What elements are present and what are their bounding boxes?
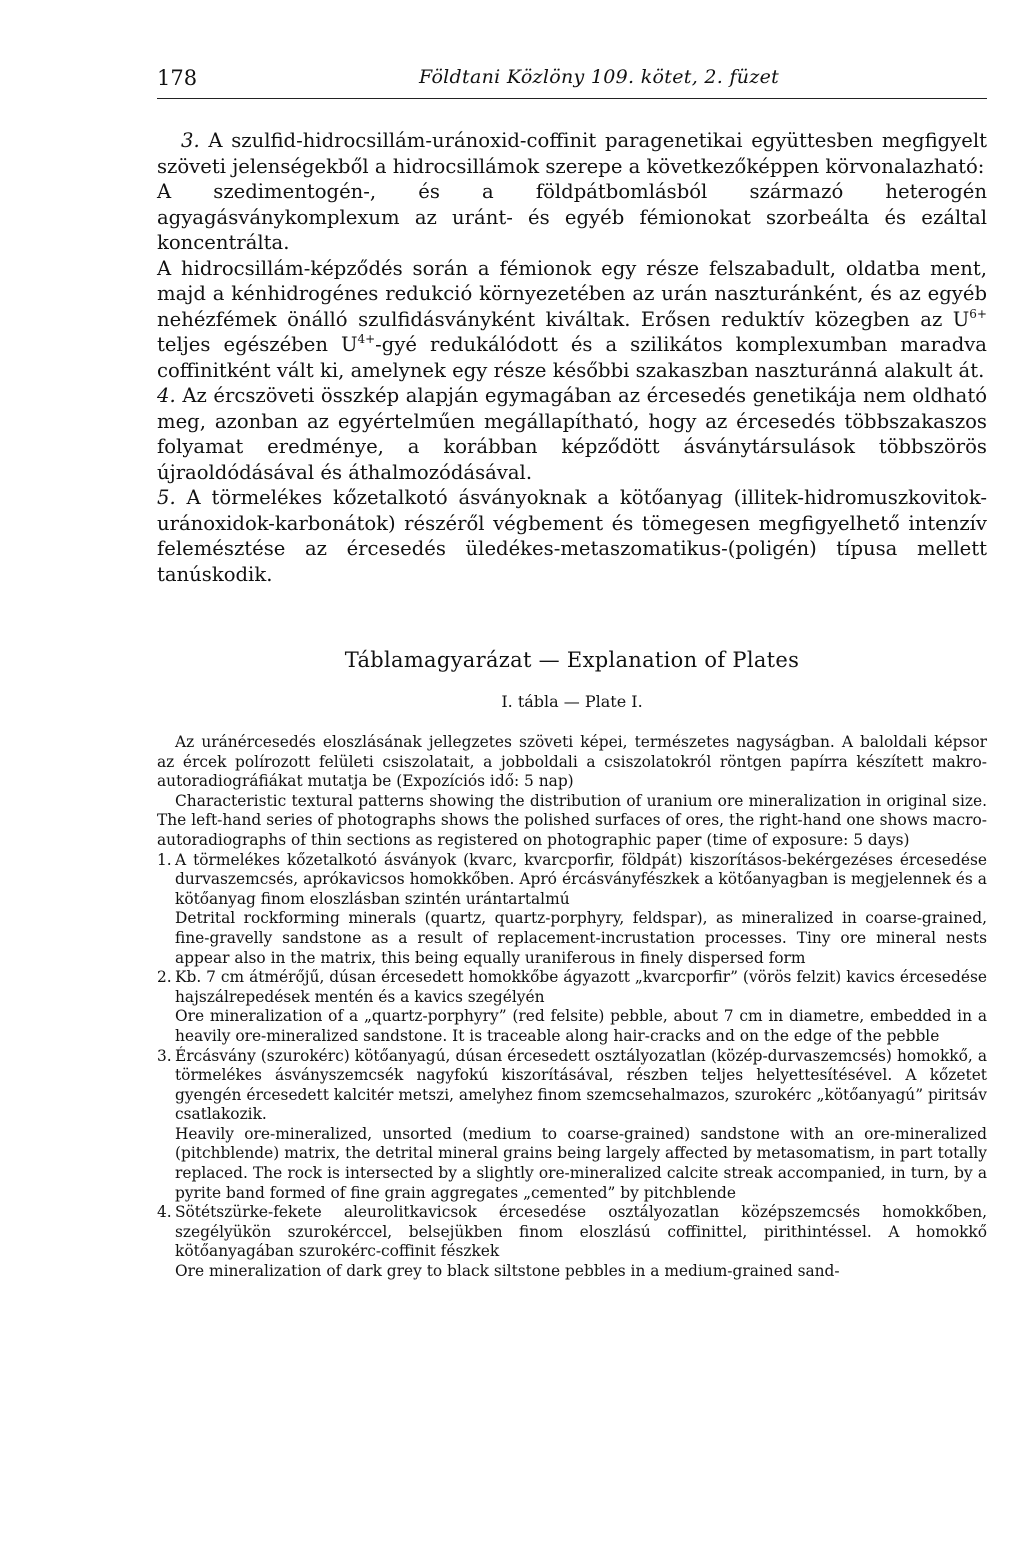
item-number: 5. bbox=[157, 486, 176, 509]
item-number: 4. bbox=[157, 384, 176, 407]
caption-en: Ore mineralization of a „quartz-porphyry” (red felsite) pebble, about 7 cm in diametre, embedded in a heavily ore-mineralized sandstone. It is traceable along hair-cracks and on the edge of the pebble bbox=[175, 1007, 987, 1045]
section-title: Táblamagyarázat — Explanation of Plates bbox=[344, 648, 800, 672]
main-body bbox=[157, 128, 987, 587]
caption-intro-hu: Az uránércesedés eloszlásának jellegzetes szöveti képei, természetes nagyságban. A baloldali képsor az ércek polírozott felületi csiszolatait, a jobboldali a csiszolatokról röntgen papírra készített makro-autoradiográfiákat mutatja be (Expozíciós idő: 5 nap) bbox=[157, 733, 987, 791]
caption-item bbox=[157, 1203, 987, 1281]
header-rule bbox=[157, 98, 987, 99]
item-number: 1. bbox=[157, 850, 172, 869]
caption-hu: Ércásvány (szurokérc) kötőanyagú, dúsan ércesedett osztályozatlan (közép-durvaszemcsés) homokkő, a törmelékes ásványszemcsék nagyfokú kiszorításával, részben teljes helyettesítésével. A kőzetet gyengén ércesedett kalcitér metszi, amelyhez finom szemcsehalmazos, szurokérc „kötőanyagú” piritsáv csatlakozik. bbox=[175, 1046, 987, 1124]
caption-item bbox=[157, 851, 987, 969]
caption-en: Ore mineralization of dark grey to black siltstone pebbles in a medium-grained sand- bbox=[175, 1262, 840, 1281]
caption-hu: A törmelékes kőzetalkotó ásványok (kvarc, kvarcporfir, földpát) kiszorításos-bekérgezéses ércesedése durvaszemcsés, aprókavicsos homokkőben. Apró ércásványfészkek a kötőanyagban is megjelennek és a kötőanyag finom eloszlásban szintén urántartalmú bbox=[175, 850, 987, 908]
paragraph-4 bbox=[157, 383, 987, 485]
item-number: 3. bbox=[181, 129, 200, 152]
caption-item bbox=[157, 1047, 987, 1204]
caption-en: Detrital rockforming minerals (quartz, quartz-porphyry, feldspar), as mineralized in coarse-grained, fine-gravelly sandstone as a result of replacement-incrustation processes. Tiny ore mineral nests appear also in the matrix, this being equally uraniferous in finely dispersed form bbox=[175, 909, 987, 967]
superscript: 6+ bbox=[969, 306, 987, 321]
page-number: 178 bbox=[157, 66, 198, 90]
running-header bbox=[157, 66, 987, 98]
paragraph-3b bbox=[157, 256, 987, 384]
paragraph-text: teljes egészében U bbox=[157, 333, 358, 356]
paragraph-text: Az ércszöveti összkép alapján egymagában az ércesedés genetikája nem oldható meg, azonban az egyértelműen megállapítható, hogy az ércesedés többszakaszos folyamat eredménye, a korábban képződött ásványtársulások többszörös újraoldódásával és áthalmozódásával. bbox=[157, 384, 987, 484]
paragraph-text: A hidrocsillám-képződés során a fémionok egy része felszabadult, oldatba ment, majd a kénhidrogénes redukció környezetében az urán naszturánként, és az egyéb nehézfémek önálló szulfidásványként kiváltak. Erősen reduktív közegben az U bbox=[157, 256, 987, 331]
item-number: 3. bbox=[157, 1046, 172, 1065]
paragraph-text: -gyé redukálódott és a szilikátos komplexumban maradva coffinitként vált ki, amelynek egy része későbbi szakaszban naszturánná alakult át. bbox=[157, 333, 987, 382]
superscript: 4+ bbox=[357, 332, 376, 346]
paragraph-3a: A szedimentogén-, és a földpátbomlásból származó heterogén agyagásványkomplexum az uránt- és egyéb fémionokat szorbeálta és ezáltal koncentrálta. bbox=[157, 180, 987, 254]
paragraph-5 bbox=[157, 485, 987, 587]
plate-captions bbox=[157, 733, 987, 1282]
item-number: 2. bbox=[157, 968, 172, 987]
caption-intro-en: Characteristic textural patterns showing the distribution of uranium ore mineralization in original size. The left-hand series of photographs shows the polished surfaces of ores, the right-hand one shows macro-autoradiographs of thin sections as registered on photographic paper (time of exposure: 5 days) bbox=[157, 791, 987, 849]
plate-title: I. tábla — Plate I. bbox=[501, 692, 643, 711]
caption-hu: Sötétszürke-fekete aleurolitkavicsok ércesedése osztályozatlan középszemcsés homokkőben, szegélyükön szurokérccel, belsejükben finom eloszlású coffinittel, pirithintéssel. A homokkő kötőanyagában szurokérc-coffinit fészkek bbox=[175, 1203, 987, 1261]
paragraph-text: A szulfid-hidrocsillám-uránoxid-coffinit paragenetikai együttesben megfigyelt szöveti jelenségekből a hidrocsillámok szerepe a következőképpen körvonalazható: bbox=[157, 129, 987, 178]
paragraph-3 bbox=[157, 128, 987, 179]
caption-hu: Kb. 7 cm átmérőjű, dúsan ércesedett homokkőbe ágyazott „kvarcporfir” (vörös felzit) kavics ércesedése hajszálrepedések mentén és a kavics szegélyén bbox=[175, 968, 987, 1006]
paragraph-text: A törmelékes kőzetalkotó ásványoknak a kötőanyag (illitek-hidromuszkovitok-uránoxidok-karbonátok) részéről végbement és tömegesen megfigyelhető intenzív felemésztése az ércesedés üledékes-metaszomatikus-(poligén) típusa mellett tanúskodik. bbox=[157, 486, 988, 586]
caption-item bbox=[157, 968, 987, 1046]
item-number: 4. bbox=[157, 1203, 172, 1222]
caption-en: Heavily ore-mineralized, unsorted (medium to coarse-grained) sandstone with an ore-mineralized (pitchblende) matrix, the detrital mineral grains being largely affected by metasomatism, in part totally replaced. The rock is intersected by a slightly ore-mineralized calcite streak accompanied, in turn, by a pyrite band formed of fine grain aggregates „cemented” by pitchblende bbox=[175, 1124, 987, 1202]
journal-title: Földtani Közlöny 109. kötet, 2. füzet bbox=[419, 66, 780, 88]
